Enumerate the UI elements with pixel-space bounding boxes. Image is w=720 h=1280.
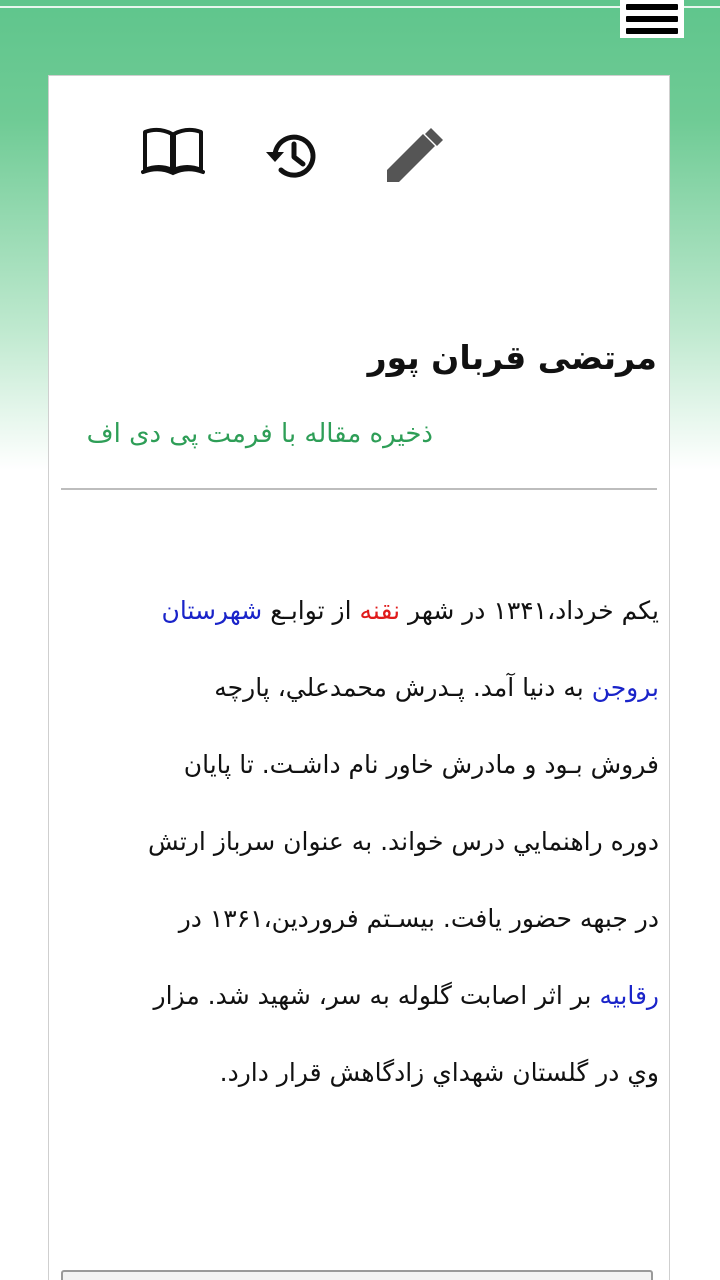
article-text: فروش بـود و مادرش خاور نام داشـت. تا پایان — [183, 750, 659, 779]
article-text: در جبهه حضور یافت. بیسـتم فروردین،۱۳۶۱ در — [178, 904, 659, 933]
article-text: بر اثر اصابت گلوله به سر، شهید شد. مزار — [153, 981, 600, 1010]
open-book-icon[interactable] — [141, 124, 205, 180]
article-line — [81, 957, 659, 1034]
menu-button[interactable] — [620, 0, 684, 38]
article-line — [81, 803, 659, 880]
article-text: از توابـع — [262, 596, 360, 625]
link-shahrestan[interactable]: شهرستان — [161, 596, 263, 625]
page-title: مرتضی قربان پور — [367, 338, 657, 377]
article-text: دوره راهنمايي درس خواند. به عنوان سرباز ارتش — [148, 827, 659, 856]
article-text: وي در گلستان شهداي زادگاهش قرار دارد. — [219, 1058, 659, 1087]
article-line — [81, 726, 659, 803]
article-body — [81, 572, 659, 1111]
history-icon[interactable] — [265, 128, 321, 188]
article-card — [48, 75, 670, 1280]
article-text: یکم خرداد،۱۳۴۱ در شهر — [400, 596, 659, 625]
link-raqabiyeh[interactable]: رقابیه — [599, 981, 659, 1010]
save-pdf-link[interactable]: ذخیره مقاله با فرمت پی دی اف — [86, 419, 433, 449]
link-borujen[interactable]: بروجن — [591, 673, 659, 702]
article-line — [81, 572, 659, 649]
bottom-panel — [61, 1270, 653, 1280]
status-divider — [0, 6, 720, 8]
divider — [61, 488, 657, 490]
article-line — [81, 1034, 659, 1111]
article-line — [81, 649, 659, 726]
pencil-icon[interactable] — [383, 126, 443, 190]
article-text: به دنیا آمد. پـدرش محمدعلي، پارچه — [214, 673, 592, 702]
link-naghneh[interactable]: نقنه — [359, 596, 401, 625]
article-line — [81, 880, 659, 957]
